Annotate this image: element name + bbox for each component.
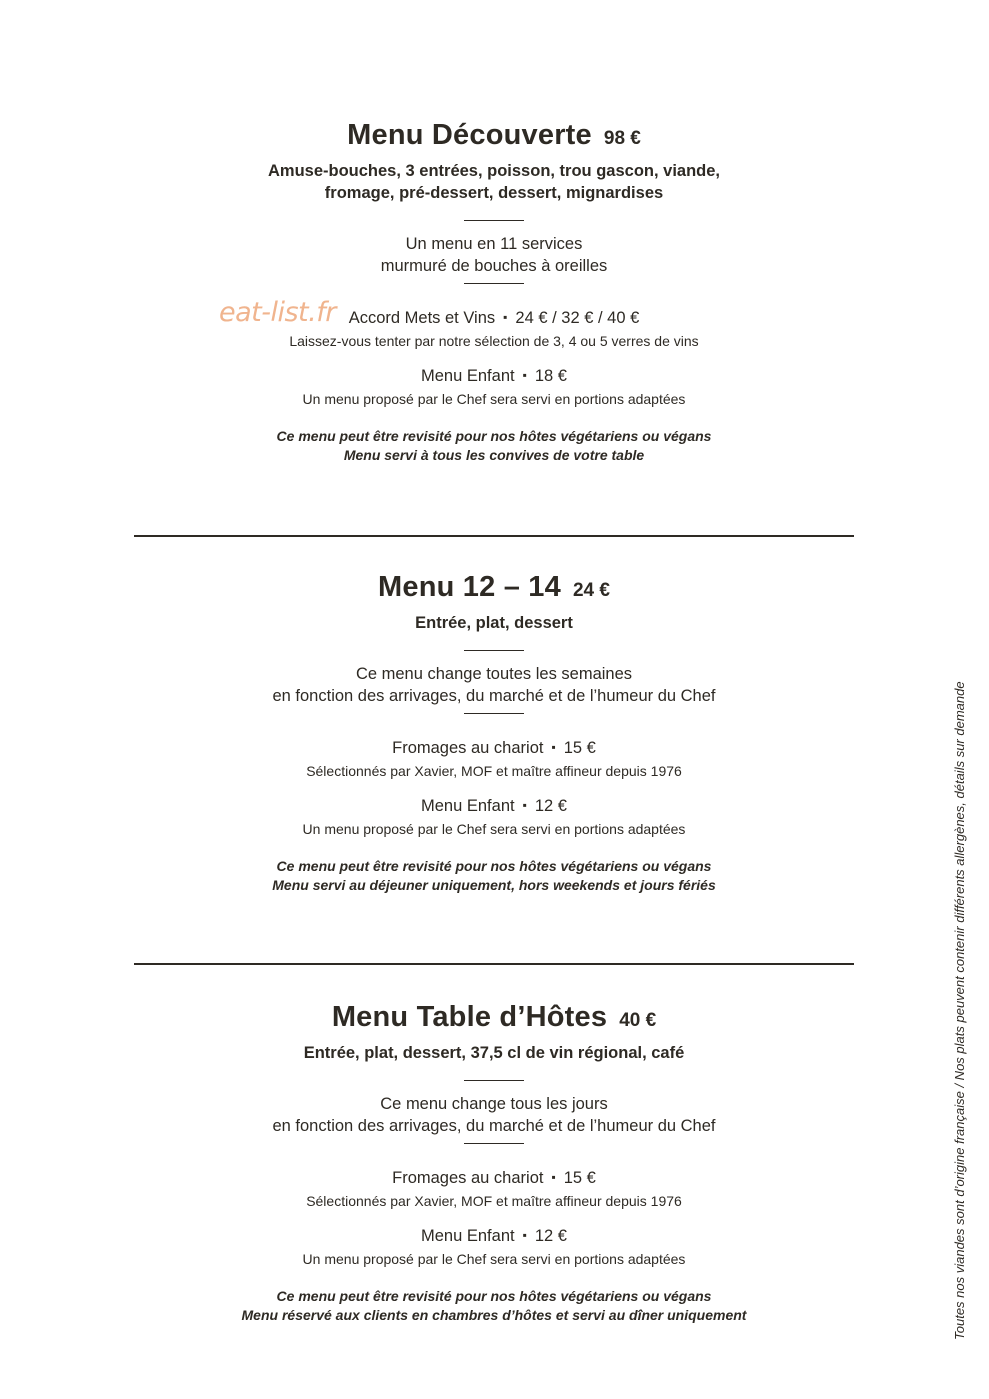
option-name: Fromages au chariot: [392, 739, 544, 757]
option-price: 24 € / 32 € / 40 €: [515, 309, 640, 327]
menu-option: [134, 308, 854, 350]
bullet-icon: ▪: [551, 1170, 556, 1184]
description-line: Ce menu change tous les jours: [380, 1095, 608, 1113]
bullet-icon: ▪: [522, 368, 527, 382]
menu-price: 40 €: [619, 1010, 657, 1031]
option-line: [134, 1226, 854, 1247]
option-line: [134, 366, 854, 387]
description-line: en fonction des arrivages, du marché et de l’humeur du Chef: [272, 686, 716, 705]
description-line: murmuré de bouches à oreilles: [380, 256, 608, 275]
menu-description: [134, 234, 854, 277]
option-name: Menu Enfant: [421, 797, 515, 815]
menu-price: 24 €: [572, 580, 610, 601]
option-line: [134, 308, 854, 329]
option-name: Fromages au chariot: [392, 1169, 544, 1187]
menu-option: [134, 796, 854, 838]
menu-option: [134, 1168, 854, 1210]
courses-line: Entrée, plat, dessert, 37,5 cl de vin régional, café: [303, 1044, 685, 1062]
menu-name: Menu Table d’Hôtes: [331, 1001, 608, 1033]
menu-courses: [134, 612, 854, 634]
menu-name: Menu Découverte: [347, 119, 592, 151]
option-detail: Sélectionnés par Xavier, MOF et maître affineur depuis 1976: [306, 763, 682, 779]
option-line: [134, 738, 854, 759]
menu-section-12-14: [134, 573, 854, 894]
option-detail: Laissez-vous tenter par notre sélection de 3, 4 ou 5 verres de vins: [289, 333, 699, 349]
option-detail: Un menu proposé par le Chef sera servi en portions adaptées: [302, 821, 686, 837]
description-line: Ce menu change toutes les semaines: [355, 665, 633, 683]
menu-notes: [134, 427, 854, 464]
menu-description: [134, 664, 854, 707]
note-line: Ce menu peut être revisité pour nos hôtes végétariens ou végans: [276, 1288, 712, 1304]
bullet-icon: ▪: [522, 798, 527, 812]
courses-line: Amuse-bouches, 3 entrées, poisson, trou gascon, viande,: [267, 162, 721, 180]
note-line: Menu servi à tous les convives de votre table: [343, 446, 645, 463]
short-divider: [464, 283, 524, 284]
menu-option: [134, 738, 854, 780]
option-name: Menu Enfant: [421, 367, 515, 385]
description-line: Un menu en 11 services: [405, 235, 583, 253]
courses-line: fromage, pré-dessert, dessert, mignardises: [324, 184, 664, 202]
menu-title: [134, 573, 854, 602]
menu-description: [134, 1094, 854, 1137]
menu-title: [134, 121, 854, 150]
menu-section-table-d-hotes: [134, 1003, 854, 1324]
option-detail: Un menu proposé par le Chef sera servi en portions adaptées: [302, 1251, 686, 1267]
option-name: Menu Enfant: [421, 1227, 515, 1245]
option-detail: Sélectionnés par Xavier, MOF et maître affineur depuis 1976: [306, 1193, 682, 1209]
note-line: Menu réservé aux clients en chambres d’hôtes et servi au dîner uniquement: [241, 1306, 747, 1323]
option-line: [134, 1168, 854, 1189]
option-price: 12 €: [534, 1227, 567, 1245]
option-price: 18 €: [534, 367, 567, 385]
menu-notes: [134, 1287, 854, 1324]
option-line: [134, 796, 854, 817]
option-price: 12 €: [534, 797, 567, 815]
menu-option: [134, 1226, 854, 1268]
bullet-icon: ▪: [551, 740, 556, 754]
option-detail: Un menu proposé par le Chef sera servi en portions adaptées: [302, 391, 686, 407]
menu-section-decouverte: [134, 121, 854, 464]
menu-courses: [134, 1042, 854, 1064]
short-divider: [464, 713, 524, 714]
option-price: 15 €: [563, 739, 596, 757]
watermark: eat-list.fr: [219, 297, 336, 328]
menu-option: [134, 366, 854, 408]
bullet-icon: ▪: [503, 310, 508, 324]
courses-line: Entrée, plat, dessert: [415, 614, 573, 632]
menu-courses: [134, 160, 854, 204]
option-price: 15 €: [563, 1169, 596, 1187]
short-divider: [464, 220, 524, 221]
note-line: Ce menu peut être revisité pour nos hôtes végétariens ou végans: [276, 428, 712, 444]
short-divider: [464, 650, 524, 651]
menu-price: 98 €: [603, 128, 641, 149]
section-divider: [134, 963, 854, 965]
menu-name: Menu 12 – 14: [378, 571, 561, 603]
description-line: en fonction des arrivages, du marché et de l’humeur du Chef: [272, 1116, 716, 1135]
short-divider: [464, 1143, 524, 1144]
bullet-icon: ▪: [522, 1228, 527, 1242]
side-note: Toutes nos viandes sont d’origine française / Nos plats peuvent contenir différents allergènes, détails sur demande: [952, 681, 967, 1340]
section-divider: [134, 535, 854, 537]
note-line: Ce menu peut être revisité pour nos hôtes végétariens ou végans: [276, 858, 712, 874]
menu-notes: [134, 857, 854, 894]
short-divider: [464, 1080, 524, 1081]
option-name: Accord Mets et Vins: [348, 309, 496, 327]
menu-title: [134, 1003, 854, 1032]
note-line: Menu servi au déjeuner uniquement, hors weekends et jours fériés: [272, 876, 716, 893]
